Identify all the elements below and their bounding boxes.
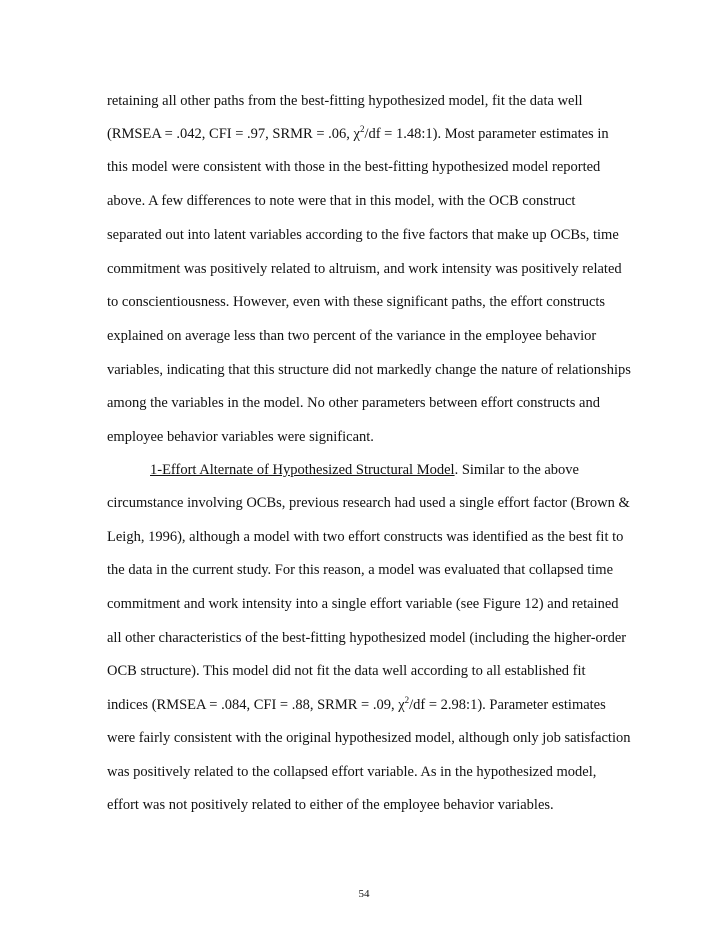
body-line: effort was not positively related to either of the employee behavior variables. (107, 797, 554, 813)
body-line: this model were consistent with those in the best-fitting hypothesized model reported (107, 159, 601, 175)
page-number: 54 (358, 888, 370, 900)
line-text: . Similar to the above (454, 462, 579, 478)
section-heading-line (150, 461, 579, 479)
body-line: the data in the current study. For this reason, a model was evaluated that collapsed time (107, 562, 614, 578)
body-line: above. A few differences to note were that in this model, with the OCB construct (107, 193, 576, 209)
body-line: all other characteristics of the best-fitting hypothesized model (including the higher-order (107, 630, 627, 646)
body-line: employee behavior variables were significant. (107, 429, 374, 445)
body-line: Leigh, 1996), although a model with two effort constructs was identified as the best fit to (107, 529, 624, 545)
body-line: OCB structure). This model did not fit the data well according to all established fit (107, 663, 586, 679)
body-line: separated out into latent variables according to the five factors that make up OCBs, time (107, 227, 619, 243)
line-text: /df = 2.98:1). Parameter estimates (409, 697, 606, 713)
body-line: among the variables in the model. No other parameters between effort constructs and (107, 395, 600, 411)
body-line: were fairly consistent with the original hypothesized model, although only job satisfaction (107, 730, 631, 746)
line-text: indices (RMSEA = .084, CFI = .88, SRMR = .09, χ (107, 697, 405, 713)
body-line: was positively related to the collapsed effort variable. As in the hypothesized model, (107, 764, 597, 780)
line-text: /df = 1.48:1). Most parameter estimates in (364, 126, 609, 142)
body-line: commitment was positively related to altruism, and work intensity was positively related (107, 261, 622, 277)
body-line: commitment and work intensity into a single effort variable (see Figure 12) and retained (107, 596, 619, 612)
body-line (107, 696, 606, 714)
body-line: variables, indicating that this structure did not markedly change the nature of relationships (107, 362, 631, 378)
body-line: explained on average less than two percent of the variance in the employee behavior (107, 328, 597, 344)
section-heading: 1-Effort Alternate of Hypothesized Structural Model (150, 462, 455, 478)
superscript: 2 (404, 695, 410, 705)
line-text: (RMSEA = .042, CFI = .97, SRMR = .06, χ (107, 126, 360, 142)
body-line: retaining all other paths from the best-fitting hypothesized model, fit the data well (107, 93, 583, 109)
body-line (107, 125, 609, 143)
body-line: to conscientiousness. However, even with these significant paths, the effort constructs (107, 294, 606, 310)
superscript: 2 (359, 124, 365, 134)
body-line: circumstance involving OCBs, previous research had used a single effort factor (Brown & (107, 495, 630, 511)
